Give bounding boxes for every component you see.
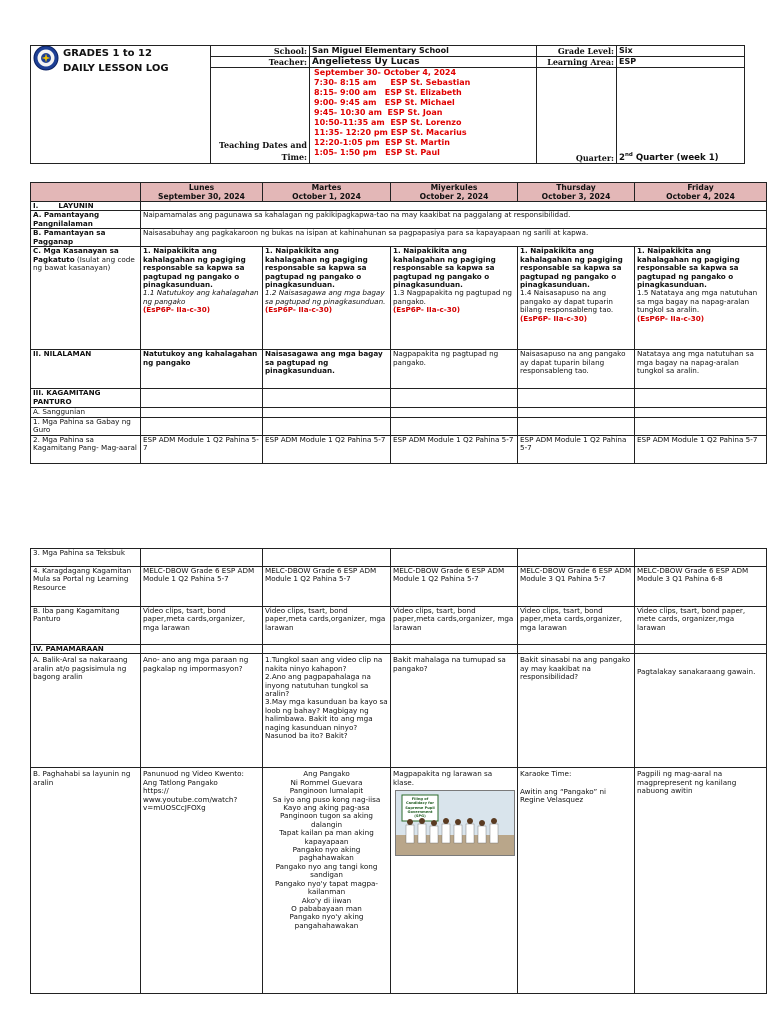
kasanayan-sub: 1.2 Naisasagawa ang mga bagay sa pagtupad ng pinagkasunduan. (265, 288, 386, 306)
song-line: Ni Rommel Guevara (290, 777, 363, 787)
schedule-line: 9:00- 9:45 am ESP St. Michael (314, 98, 455, 107)
kasanayan-cell (141, 247, 263, 350)
teacher-value: Angelietess Uy Lucas (310, 57, 537, 68)
song-line: Ako'y di iiwan (301, 895, 352, 905)
balik-aral-label: A. Balik-Aral sa nakaraang aralin at/o pagsisimula ng bagong aralin (31, 654, 141, 768)
day-name: Martes (311, 183, 342, 192)
kasanayan-main: 1. Naipakikita ang kahalagahan ng pagiging responsable sa kapwa sa pagtupad ng pangako o pinagkasunduan. (520, 246, 623, 290)
school-value: San Miguel Elementary School (310, 46, 537, 57)
day-date: October 3, 2024 (541, 192, 611, 201)
balik-aral-cell: Bakit mahalaga na tumupad sa pangako? (391, 654, 518, 768)
learning-area-label: Learning Area: (537, 57, 617, 68)
iba-pang-kagamitan-label: B. Iba pang Kagamitang Panturo (31, 607, 141, 645)
quarter-value (617, 68, 745, 164)
grade-level-value: Six (617, 46, 745, 57)
learning-area-value: ESP (617, 57, 745, 68)
paghahabi-cell-4 (518, 768, 635, 994)
kagamitang-panturo-label: III. KAGAMITANG PANTURO (31, 389, 141, 408)
competency-code: (EsP6P- IIa-c-30) (520, 313, 588, 323)
materials-cell: Video clips, tsart, bond paper,meta cards,organizer, mga larawan (518, 607, 635, 645)
pamantayan-pagganap-text: Naisasabuhay ang pagkakaroon ng bukas na isipan at kahinahunan sa pagpapasiya para sa kapayapaan ng sarili at kapwa. (141, 229, 767, 247)
materials-cell: Video clips, tsart, bond paper,meta cards,organizer, mga larawan (141, 607, 263, 645)
sanggunian-label: A. Sanggunian (31, 408, 141, 417)
materials-cell: Video clips, tsart, bond paper,meta cards,organizer, mga larawan (391, 607, 518, 645)
module-cell: ESP ADM Module 1 Q2 Pahina 5-7 (391, 435, 518, 463)
paghahabi-text-3: Magpapakita ng larawan sa klase. (393, 769, 493, 787)
schedule-line: 1:05- 1:50 pm ESP St. Paul (314, 148, 440, 157)
song-line: Pangako nyo aking paghahawakan (292, 845, 361, 863)
kasanayan-main: 1. Naipakikita ang kahalagahan ng pagiging responsable sa kapwa sa pagtupad ng pangako o pinagkasunduan. (143, 246, 246, 290)
lesson-table-page2 (30, 548, 767, 994)
resource-cell: MELC-DBOW Grade 6 ESP ADM Module 1 Q2 Pahina 5-7 (141, 567, 263, 607)
song-line: Sa iyo ang puso kong nag-iisa (272, 794, 381, 804)
gabay-guro-label: 1. Mga Pahina sa Gabay ng Guro (31, 417, 141, 435)
header-table (30, 45, 745, 164)
kasanayan-main: 1. Naipakikita ang kahalagahan ng pagiging responsable sa kapwa sa pagtupad ng pangako o pinagkasunduan. (265, 246, 368, 290)
karaoke-text: Awitin ang “Pangako” ni Regine Velasquez (520, 786, 607, 805)
balik-aral-cell: Ano- ano ang mga paraan ng pagkalap ng impormasyon? (141, 654, 263, 768)
song-line: Kayo ang aking pag-asa (283, 803, 370, 813)
kasanayan-cell (635, 247, 767, 350)
paghahabi-cell-5: Pagpili ng mag-aaral na magprepresent ng kanilang nabuong awitin (635, 768, 767, 994)
module-cell: ESP ADM Module 1 Q2 Pahina 5-7 (141, 435, 263, 463)
nilalaman-label: II. NILALAMAN (31, 350, 141, 389)
balik-aral-cell: Bakit sinasabi na ang pangako ay may kaakibat na responsibilidad? (518, 654, 635, 768)
nilalaman-cell: Nagpapakita ng pagtupad ng pangako. (391, 350, 518, 389)
teacher-label: Teacher: (211, 57, 310, 68)
balik-aral-cell: Pagtalakay sanakaraang gawain. (635, 654, 767, 768)
lesson-table-page1 (30, 182, 767, 464)
kasanayan-label-cell (31, 247, 141, 350)
title-line1: GRADES 1 to 12 (63, 48, 152, 59)
day-date: October 1, 2024 (292, 192, 361, 201)
schedule-line: 12:20-1:05 pm ESP St. Martin (314, 138, 450, 147)
schedule-list (314, 68, 534, 158)
dates-label: Teaching Dates and Time: (211, 68, 310, 164)
pamantayan-pagganap-label: B. Pamantayan sa Pagganap (31, 229, 141, 247)
paghahabi-cell-1: Panunuod ng Video Kwento: Ang Tatlong Pangako https:// www.youtube.com/watch?v=mUOSCcJFOXg (141, 768, 263, 994)
day-name: Miyerkules (430, 183, 478, 192)
karagdagang-kagamitan-label: 4. Karagdagang Kagamitan Mula sa Portal ng Learning Resource (31, 567, 141, 607)
paghahabi-cell-3 (391, 768, 518, 994)
pamamaraan-label: IV. PAMAMARAAN (31, 645, 141, 654)
competency-code: (EsP6P- IIa-c-30) (143, 305, 211, 315)
resource-cell: MELC-DBOW Grade 6 ESP ADM Module 3 Q1 Pahina 5-7 (518, 567, 635, 607)
song-lyrics-cell (263, 768, 391, 994)
kagamitang-mag-aaral-label: 2. Mga Pahina sa Kagamitang Pang- Mag-aaral (31, 435, 141, 463)
nilalaman-cell: Naisasagawa ang mga bagay sa pagtupad ng pinagkasunduan. (263, 350, 391, 389)
school-label: School: (211, 46, 310, 57)
quarter-suffix: nd (624, 152, 633, 159)
kasanayan-main: 1. Naipakikita ang kahalagahan ng pagiging responsable sa kapwa sa pagtupad ng pangako o pinagkasunduan. (393, 246, 496, 290)
quarter-label: Quarter: (537, 68, 617, 164)
day-name: Thursday (556, 183, 596, 192)
day-header (141, 183, 263, 202)
song-line: Tapat kailan pa man aking kapayapaan (279, 828, 374, 846)
song-lyrics (265, 770, 388, 930)
day-date: October 4, 2024 (666, 192, 735, 201)
day-header (635, 183, 767, 202)
schedule-line: 11:35- 12:20 pm ESP St. Macarius (314, 128, 467, 137)
materials-cell: Video clips, tsart, bond paper,meta cards,organizer, mga larawan (263, 607, 391, 645)
karaoke-title: Karaoke Time: (520, 769, 572, 779)
competency-code: (EsP6P- IIa-c-30) (265, 305, 333, 315)
paghahabi-label: B. Paghahabi sa layunin ng aralin (31, 768, 141, 994)
kasanayan-sub: 1.5 Natataya ang mga natutuhan sa mga bagay na napag-aralan tungkol sa aralin. (637, 288, 758, 315)
kasanayan-main: 1. Naipakikita ang kahalagahan ng pagiging responsable sa kapwa sa pagtupad ng pangako o pinagkasunduan. (637, 246, 740, 290)
section-layunin: I. LAYUNIN (31, 202, 141, 211)
kasanayan-sub: 1.1 Natutukoy ang kahalagahan ng pangako (143, 288, 259, 306)
song-line: Panginoon tugon sa aking dalangin (279, 811, 373, 829)
nilalaman-cell: Natutukoy ang kahalagahan ng pangako (141, 350, 263, 389)
module-cell: ESP ADM Module 1 Q2 Pahina 5-7 (635, 435, 767, 463)
schedule-line: September 30- October 4, 2024 (314, 68, 457, 77)
schedule-line: 10:50-11:35 am ESP St. Lorenzo (314, 118, 462, 127)
nilalaman-cell: Natataya ang mga natutuhan sa mga bagay na napag-aralan tungkol sa aralin. (635, 350, 767, 389)
day-date: October 2, 2024 (419, 192, 489, 201)
title-line2: DAILY LESSON LOG (63, 63, 169, 74)
module-cell: ESP ADM Module 1 Q2 Pahina 5-7 (518, 435, 635, 463)
schedule-line: 7:30- 8:15 am ESP St. Sebastian (314, 78, 471, 87)
kasanayan-sub: 1.3 Nagpapakita ng pagtupad ng pangako. (393, 288, 512, 306)
resource-cell: MELC-DBOW Grade 6 ESP ADM Module 1 Q2 Pahina 5-7 (263, 567, 391, 607)
day-header (391, 183, 518, 202)
kasanayan-cell (263, 247, 391, 350)
day-header-row (31, 183, 767, 202)
teksbuk-label: 3. Mga Pahina sa Teksbuk (31, 549, 141, 567)
day-header (263, 183, 391, 202)
schedule-cell (310, 68, 537, 164)
resource-cell: MELC-DBOW Grade 6 ESP ADM Module 3 Q1 Pahina 6-8 (635, 567, 767, 607)
materials-cell: Video clips, tsart, bond paper, mete cards, organizer,mga larawan (635, 607, 767, 645)
pamantayang-pangnilalaman-label: A. Pamantayang Pangnilalaman (31, 211, 141, 229)
day-header (518, 183, 635, 202)
kasanayan-label-note: (Isulat ang code ng bawat kasanayan) (33, 254, 135, 273)
day-date: September 30, 2024 (158, 192, 245, 201)
song-line: Pangako nyo'y aking pangahahawakan (289, 912, 364, 930)
competency-code: (EsP6P- IIa-c-30) (637, 313, 705, 323)
kasanayan-sub: 1.4 Naisasapuso na ang pangako ay dapat tuparin bilang responsableng tao. (520, 288, 614, 315)
kasanayan-cell (518, 247, 635, 350)
competency-code: (EsP6P- IIa-c-30) (393, 305, 461, 315)
day-name: Friday (687, 183, 714, 192)
pamantayang-pangnilalaman-text: Naipamamalas ang pagunawa sa kahalagan ng pakikipagkapwa-tao na may kaakibat na paggalang at responsibilidad. (141, 211, 767, 229)
song-line: O pababayaan man (291, 903, 362, 913)
quarter-number: 2 (619, 153, 625, 163)
module-cell: ESP ADM Module 1 Q2 Pahina 5-7 (263, 435, 391, 463)
schedule-line: 9:45- 10:30 am ESP St. Joan (314, 108, 443, 117)
song-line: Panginoon lumalapit (289, 786, 364, 796)
resource-cell: MELC-DBOW Grade 6 ESP ADM Module 1 Q2 Pahina 5-7 (391, 567, 518, 607)
song-line: Pangako nyo ang tangi kong sandigan (275, 861, 378, 880)
kasanayan-cell (391, 247, 518, 350)
song-line: Pangako nyo'y tapat magpa-kailanman (274, 878, 379, 897)
quarter-rest: Quarter (week 1) (632, 153, 719, 163)
kasanayan-label: C. Mga Kasanayan sa Pagkatuto (33, 246, 119, 264)
day-name: Lunes (188, 183, 215, 192)
song-line: Ang Pangako (303, 769, 350, 779)
balik-aral-cell: 1.Tungkol saan ang video clip na nakita ninyo kahapon? 2.Ano ang pagpapahalaga na inyong natutuhan tungkol sa aralin? 3.May mga kasunduan ba kayo sa loob ng bahay? Magbigay ng halimbawa. Bakit ito ang mga naging kasunduan ninyo? Nasunod ba ito? Bakit? (263, 654, 391, 768)
classroom-photo (395, 790, 515, 856)
grade-level-label: Grade Level: (537, 46, 617, 57)
photo-caption: Filing of Candidacy for Supreme Pupil Government (SPG) (405, 797, 435, 819)
schedule-line: 8:15- 9:00 am ESP St. Elizabeth (314, 88, 462, 97)
nilalaman-cell: Naisasapuso na ang pangako ay dapat tuparin bilang responsableng tao. (518, 350, 635, 389)
